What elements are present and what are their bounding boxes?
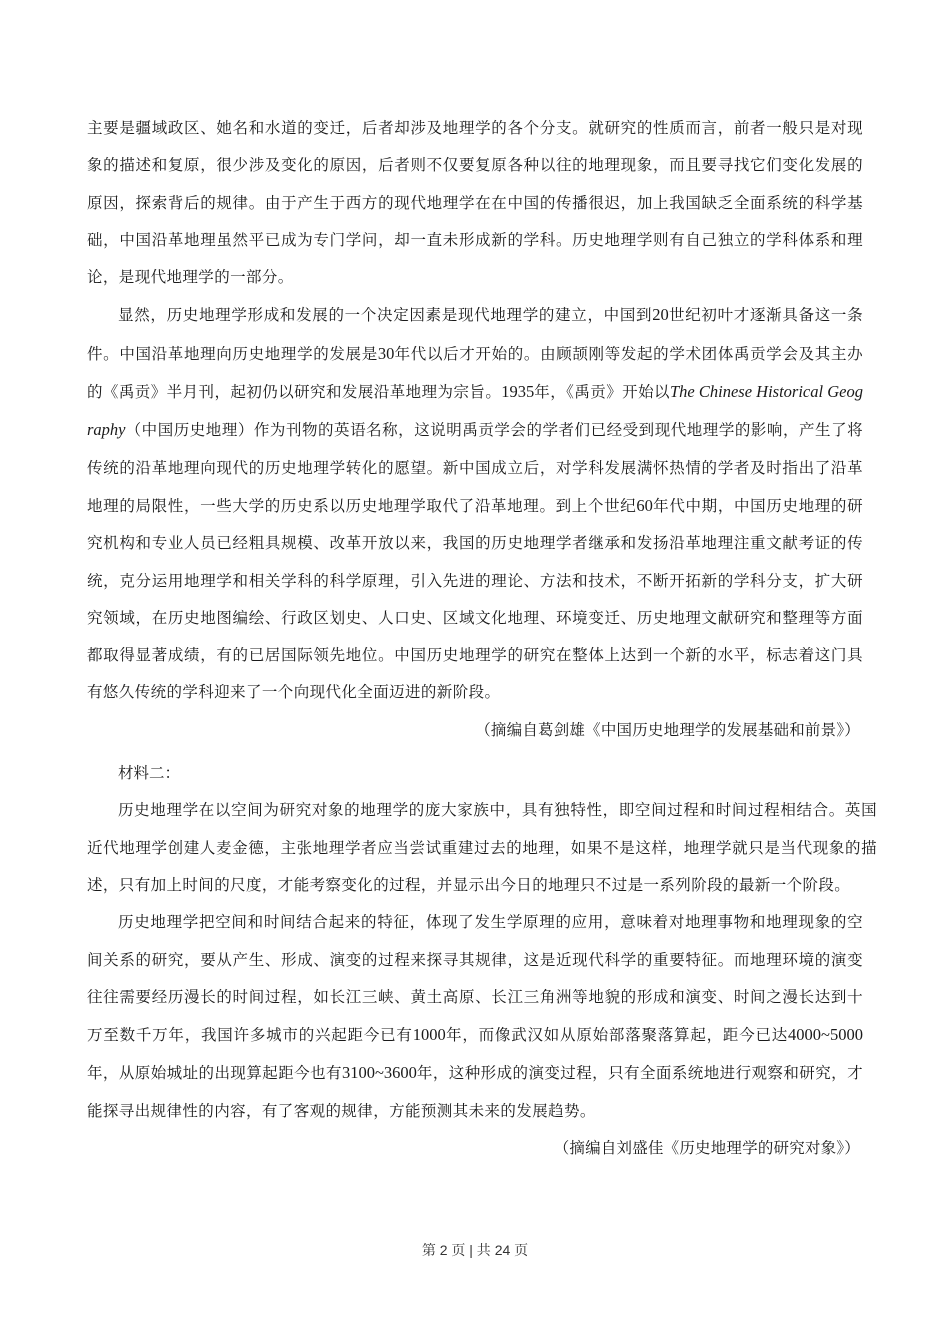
paragraph-3: 历史地理学在以空间为研究对象的地理学的庞大家族中，具有独特性，即空间过程和时间过程相结合。英国近代地理学创建人麦金德，主张地理学者应当尝试重建过去的地理，如果不是这样，地理学就只是当代现象的描述，只有加上时间的尺度，才能考察变化的过程，并显示出今日的地理只不过是一系列阶段的最新一个阶段。: [87, 801, 877, 894]
document-page: [87, 110, 877, 1167]
text-run: 年代中期，中国历史地理的研究机构和专业人员已经粗具规模、改革开放以来，我国的历史地理学者继承和发扬沿革地理注重文献考证的传统，克分运用地理学和相关学科的科学原理，引入先进的理论、方法和技术，不断开拓新的学科分支，扩大研究领域，在历史地图编绘、行政区划史、人口史、区域文化地理、环境变迁、历史地理文献研究和整理等方面都取得显著成绩，有的已居国际领先地位。中国历史地理学的研究在整体上达到一个新的水平，标志着这门具有悠久传统的学科迎来了一个向现代化全面迈进的新阶段。: [87, 496, 863, 702]
latin-run: 3100~3600: [341, 1063, 417, 1083]
latin-run: 1935: [501, 382, 535, 402]
text-run: （中国历史地理）作为刊物的英语名称，这说明禹贡学会的学者们已经受到现代地理学的影响，产生了将传统的沿革地理向现代的历史地理学转化的愿望。新中国成立后，对学科发展满怀热情的学者及时指出了沿革地理的局限性，一些大学的历史系以历史地理学取代了沿革地理。到上个世纪: [87, 421, 863, 515]
text-run: 年，《禹贡》开始以: [534, 383, 670, 402]
text-run: 年，这种形成的演变过程，只有全面系统地进行观察和研究，才能探寻出规律性的内容，有了客观的规律，方能预测其未来的发展趋势。: [87, 1064, 864, 1120]
source-citation-1: （摘编自葛剑雄《中国历史地理学的发展基础和前景》）: [475, 720, 860, 739]
text-run: 年，而像武汉如从原始部落聚落算起，距今已达: [445, 1026, 789, 1045]
paragraph-1: 主要是疆域政区、她名和水道的变迁，后者却涉及地理学的各个分支。就研究的性质而言，前者一般只是对现象的描述和复原，很少涉及变化的原因，后者则不仅要复原各种以往的地理现象，而且要寻找它们变化发展的原因，探索背后的规律。由于产生于西方的现代地理学在在中国的传播很迟，加上我国缺乏全面系统的科学基础，中国沿革地理虽然平已成为专门学问，却一直未形成新的学科。历史地理学则有自己独立的学科体系和理论，是现代地理学的一部分。: [87, 119, 863, 287]
material-two-heading: 材料二：: [118, 764, 181, 783]
paragraph-2: [87, 296, 863, 711]
text-run: 历史地理学把空间和时间结合起来的特征，体现了发生学原理的应用，意味着对地理事物和地理现象的空间关系的研究，要从产生、形成、演变的过程来探寻其规律，这是近现代科学的重要特征。而地理环境的演变往往需要经历漫长的时间过程，如长江三峡、黄土高原、长江三角洲等地貌的形成和演变、时间之漫长达到十万至数千万年，我国许多城市的兴起距今已有: [87, 913, 863, 1045]
source-citation-2: （摘编自刘盛佳《历史地理学的研究对象》）: [553, 1139, 860, 1158]
latin-run: 4000~5000: [788, 1025, 863, 1045]
page-number: 第 2 页 | 共 24 页: [421, 1242, 529, 1258]
latin-run: 1000: [412, 1025, 446, 1045]
text-run: 显然，历史地理学形成和发展的一个决定因素是现代地理学的建立，中国到: [118, 306, 653, 325]
page-footer: [0, 1240, 950, 1260]
latin-run: 30: [377, 343, 395, 363]
paragraph-4: [87, 904, 863, 1130]
text-run: 年代以后才开始的。由顾颉刚等发起的学术团体禹贡学会及其主办的《禹贡》半月刊，起初仍以研究和发展沿革地理为宗旨。: [87, 344, 863, 402]
latin-run: 60: [636, 495, 653, 515]
latin-run: 20: [652, 305, 669, 325]
text-run: 世纪初叶才逐渐具备这一条件。中国沿革地理向历史地理学的发展是: [87, 306, 863, 363]
italic-title: The Chinese Historical Geography: [87, 382, 863, 440]
text-run: 年，从原始城址的出现算起距今也有: [87, 1064, 342, 1083]
